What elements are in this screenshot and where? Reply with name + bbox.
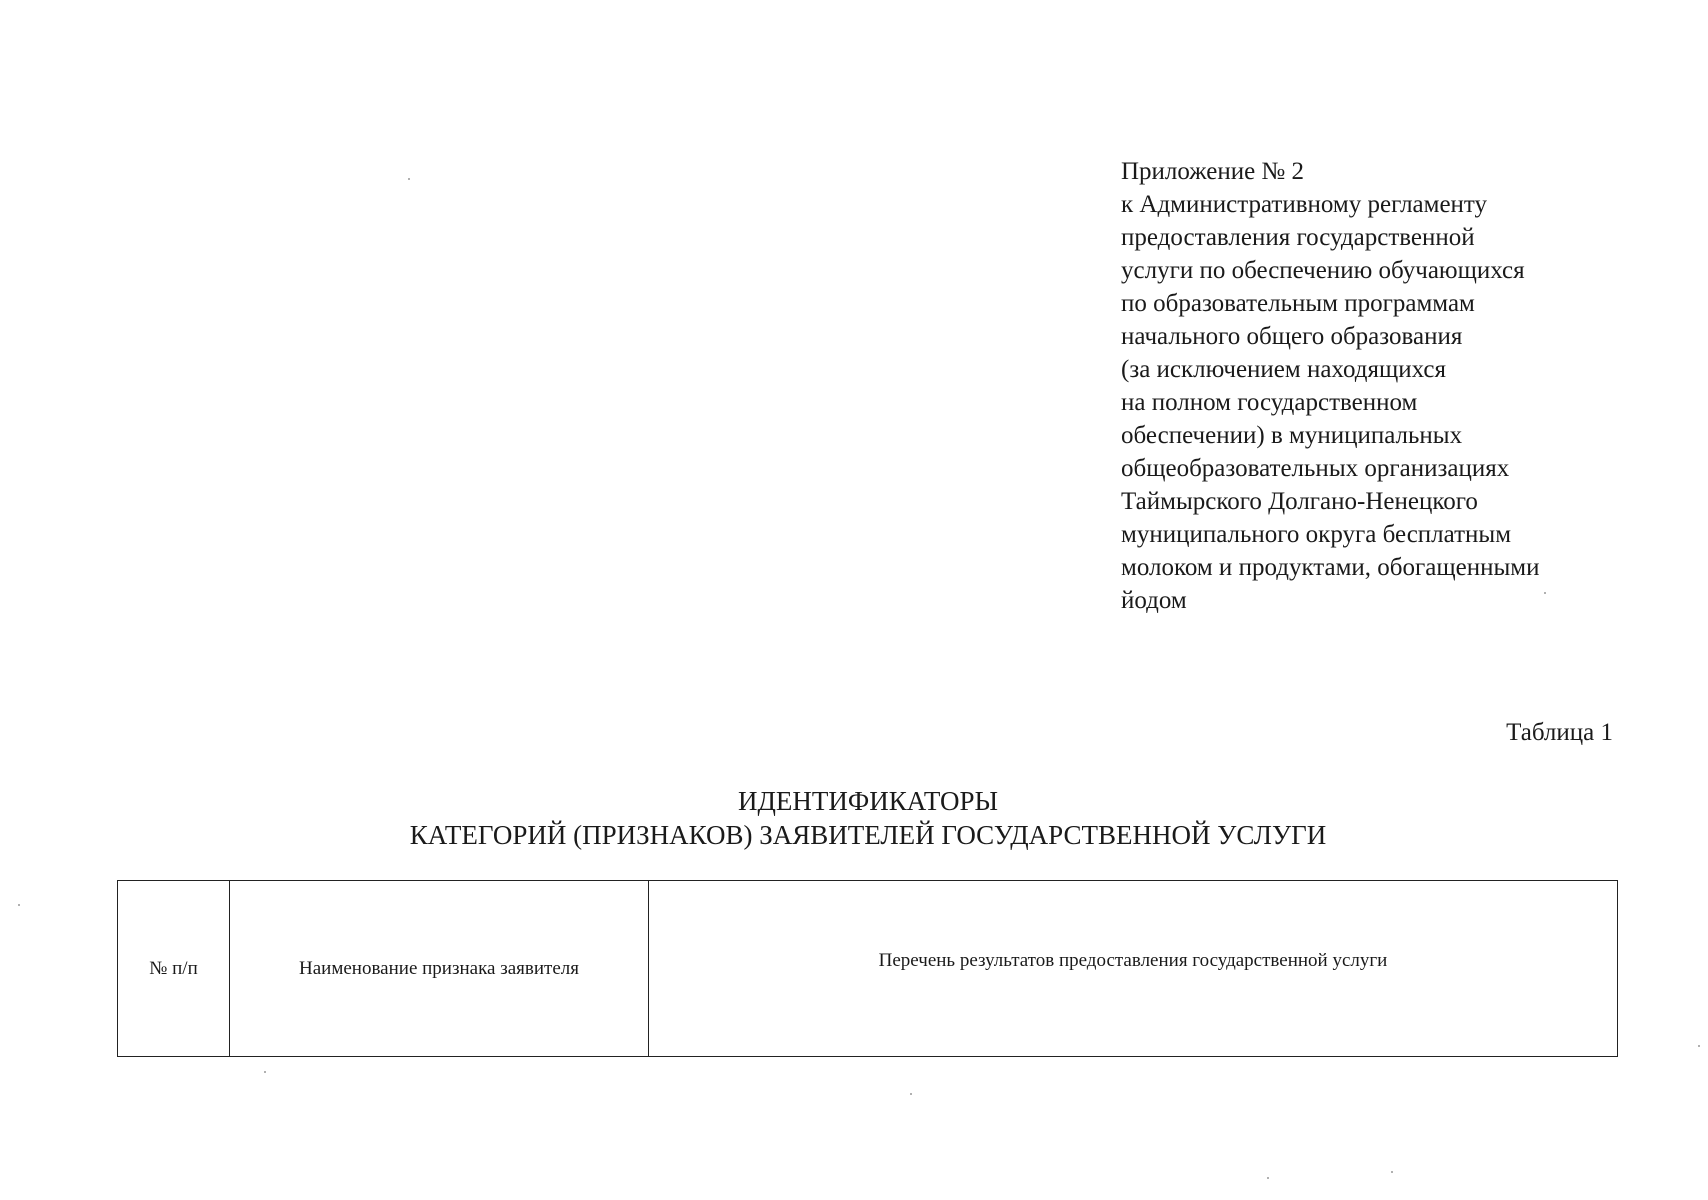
scan-speck — [264, 1071, 266, 1073]
document-title-line-2: КАТЕГОРИЙ (ПРИЗНАКОВ) ЗАЯВИТЕЛЕЙ ГОСУДАРСТВЕННОЙ УСЛУГИ — [409, 820, 1327, 850]
column-header-number: № п/п — [118, 881, 230, 1057]
appendix-line: общеобразовательных организациях — [1121, 455, 1510, 482]
scan-speck — [408, 178, 410, 180]
scan-speck — [1698, 1045, 1700, 1047]
appendix-line: Приложение № 2 — [1121, 158, 1305, 185]
scan-speck — [1391, 1171, 1393, 1173]
appendix-header — [1121, 155, 1641, 617]
appendix-line: начального общего образования — [1121, 323, 1463, 350]
appendix-line: йодом — [1121, 587, 1187, 614]
scan-speck — [1267, 1177, 1269, 1179]
appendix-line: (за исключением находящихся — [1121, 356, 1446, 383]
table-number: Таблица 1 — [1506, 719, 1613, 746]
column-header-service-results: Перечень результатов предоставления государственной услуги — [649, 881, 1618, 1057]
appendix-line: к Административному регламенту — [1121, 191, 1488, 218]
scan-speck — [1544, 592, 1546, 594]
appendix-line: по образовательным программам — [1121, 290, 1475, 317]
document-title-line-1: ИДЕНТИФИКАТОРЫ — [737, 786, 999, 816]
appendix-line: на полном государственном — [1121, 389, 1418, 416]
appendix-line: молоком и продуктами, обогащенными — [1121, 554, 1540, 581]
scan-speck — [18, 904, 20, 906]
scan-speck — [910, 1093, 912, 1095]
document-title — [118, 784, 1618, 852]
appendix-line: муниципального округа бесплатным — [1121, 521, 1512, 548]
appendix-line: предоставления государственной — [1121, 224, 1475, 251]
table-header-row — [118, 881, 1618, 1057]
identifiers-table — [117, 880, 1618, 1057]
appendix-line: услуги по обеспечению обучающихся — [1121, 257, 1525, 284]
appendix-line: Таймырского Долгано-Ненецкого — [1121, 488, 1478, 515]
column-header-applicant-attribute: Наименование признака заявителя — [230, 881, 649, 1057]
appendix-line: обеспечении) в муниципальных — [1121, 422, 1463, 449]
